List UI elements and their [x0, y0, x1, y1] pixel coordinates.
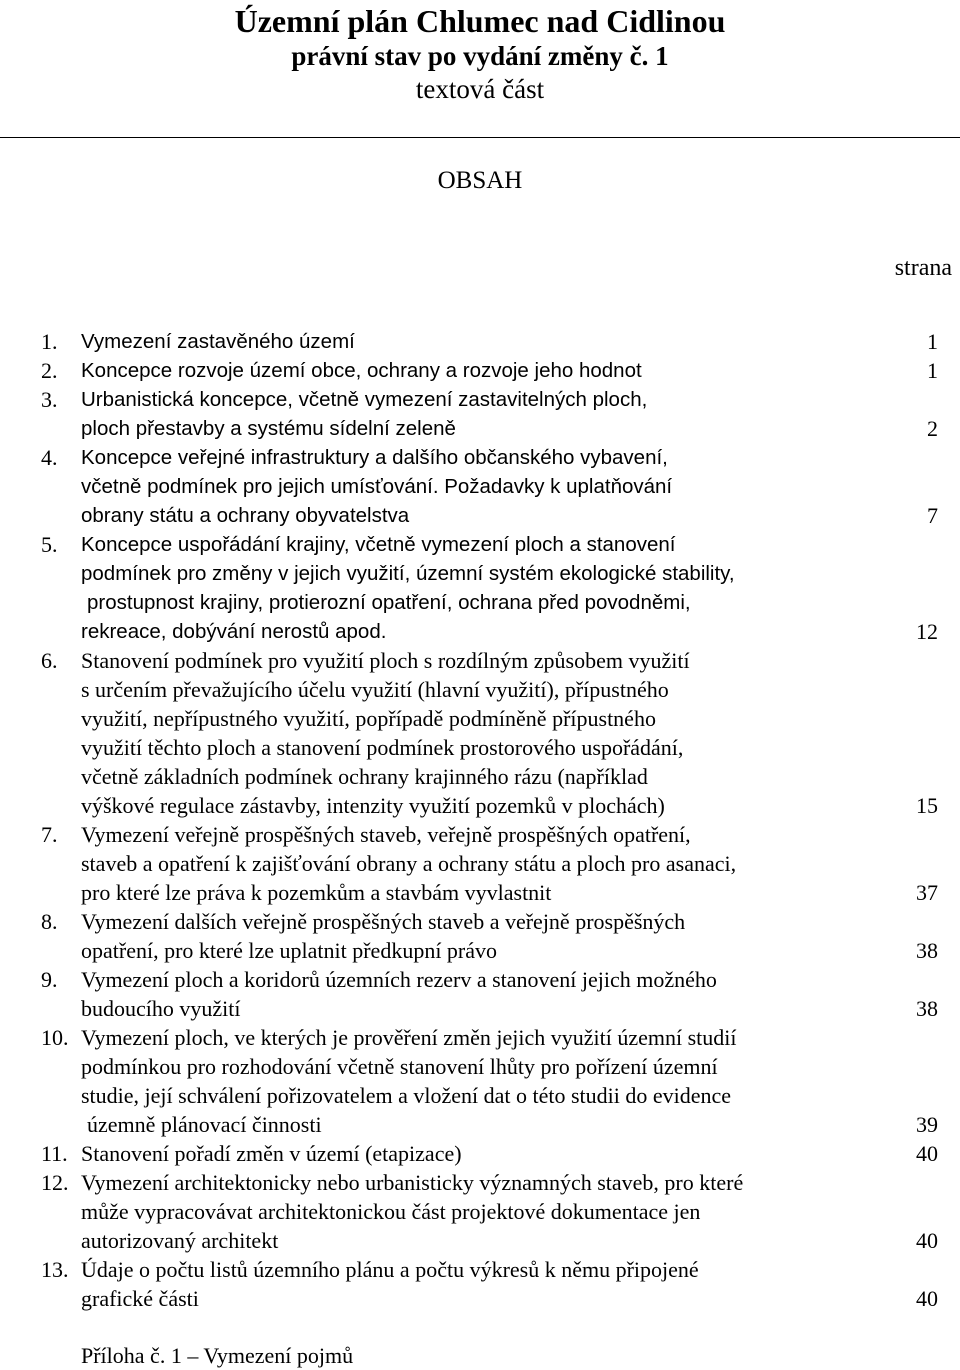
toc-entry-text [81, 907, 841, 965]
toc-entry-line: autorizovaný architekt [81, 1228, 279, 1253]
toc-entry-number: 12. [41, 1170, 69, 1195]
toc-entry-number: 2. [41, 358, 58, 383]
toc-entry-text [81, 1168, 841, 1255]
toc-entry-line: Údaje o počtu listů územního plánu a počtu výkresů k němu připojené [81, 1257, 699, 1282]
toc-entry-page-number: 15 [916, 793, 938, 818]
toc-entry-text [81, 965, 841, 1023]
toc-entry [0, 646, 960, 820]
table-of-contents [0, 327, 960, 1313]
toc-entry-number: 10. [41, 1025, 69, 1050]
toc-entry [0, 327, 960, 356]
toc-entry-number: 11. [41, 1141, 68, 1166]
toc-entry-line: Koncepce uspořádání krajiny, včetně vymezení ploch a stanovení [81, 533, 676, 556]
toc-entry-line: Vymezení ploch a koridorů územních rezerv a stanovení jejich možného [81, 967, 717, 992]
toc-entry-line: územně plánovací činnosti [87, 1112, 322, 1137]
toc-entry-text [81, 1023, 841, 1139]
toc-entry-text [81, 443, 841, 530]
contents-heading: OBSAH [437, 167, 523, 194]
toc-entry [0, 356, 960, 385]
toc-entry [0, 530, 960, 646]
toc-entry-line: včetně základních podmínek ochrany krajinného rázu (například [81, 764, 648, 789]
toc-entry-line: opatření, pro které lze uplatnit předkupní právo [81, 938, 498, 963]
toc-entry [0, 1139, 960, 1168]
toc-entry-text [81, 356, 841, 385]
toc-entry-line: Vymezení ploch, ve kterých je prověření změn jejich využití územní studií [81, 1025, 737, 1050]
toc-entry-text [81, 820, 841, 907]
toc-entry [0, 907, 960, 965]
toc-entry-line: Vymezení architektonicky nebo urbanisticky významných staveb, pro které [81, 1170, 744, 1195]
toc-entry-line: Stanovení pořadí změn v území (etapizace) [81, 1141, 462, 1166]
page-column-label: strana [894, 255, 952, 281]
toc-entry-number: 7. [41, 822, 58, 847]
toc-entry-number: 5. [41, 532, 58, 557]
horizontal-divider [0, 137, 960, 138]
toc-entry-line: včetně podmínek pro jejich umísťování. Požadavky k uplatňování [81, 475, 673, 498]
toc-entry [0, 1023, 960, 1139]
toc-entry-page-number: 1 [927, 329, 938, 354]
toc-entry-line: Koncepce veřejné infrastruktury a dalšího občanského vybavení, [81, 446, 668, 469]
toc-entry-line: Vymezení zastavěného území [81, 330, 355, 353]
document-part: textová část [415, 74, 545, 104]
toc-entry-line: ploch přestavby a systému sídelní zeleně [81, 417, 456, 440]
toc-entry-line: studie, její schválení pořizovatelem a vložení dat o této studii do evidence [81, 1083, 732, 1108]
toc-entry-text [81, 327, 841, 356]
toc-entry [0, 385, 960, 443]
toc-entry-line: prostupnost krajiny, protierozní opatření, ochrana před povodněmi, [87, 591, 691, 614]
toc-entry-text [81, 1139, 841, 1168]
toc-entry-number: 9. [41, 967, 58, 992]
toc-entry-page-number: 40 [916, 1286, 938, 1311]
toc-entry-line: staveb a opatření k zajišťování obrany a ochrany státu a ploch pro asanaci, [81, 851, 737, 876]
toc-entry-page-number: 40 [916, 1141, 938, 1166]
toc-entry-line: Koncepce rozvoje území obce, ochrany a rozvoje jeho hodnot [81, 359, 642, 382]
toc-entry-page-number: 2 [927, 416, 938, 441]
toc-entry-page-number: 39 [916, 1112, 938, 1137]
toc-entry-page-number: 40 [916, 1228, 938, 1253]
toc-entry-line: Urbanistická koncepce, včetně vymezení zastavitelných ploch, [81, 388, 648, 411]
toc-entry-page-number: 38 [916, 996, 938, 1021]
toc-entry-line: využití těchto ploch a stanovení podmínek prostorového uspořádání, [81, 735, 684, 760]
toc-entry-line: využití, nepřípustného využití, popřípadě podmíněně přípustného [81, 706, 656, 731]
document-title: Územní plán Chlumec nad Cidlinou [234, 3, 726, 39]
toc-entry-number: 4. [41, 445, 58, 470]
toc-entry-line: Vymezení veřejně prospěšných staveb, veřejně prospěšných opatření, [81, 822, 691, 847]
toc-entry-number: 6. [41, 648, 58, 673]
toc-entry-line: podmínek pro změny v jejich využití, územní systém ekologické stability, [81, 562, 735, 585]
toc-entry-number: 1. [41, 329, 58, 354]
toc-entry-number: 13. [41, 1257, 69, 1282]
toc-entry-line: může vypracovávat architektonickou část projektové dokumentace jen [81, 1199, 701, 1224]
toc-entry [0, 1255, 960, 1313]
toc-entry-line: obrany státu a ochrany obyvatelstva [81, 504, 410, 527]
toc-entry-line: Vymezení dalších veřejně prospěšných staveb a veřejně prospěšných [81, 909, 686, 934]
toc-entry-line: pro které lze práva k pozemkům a stavbám vyvlastnit [81, 880, 552, 905]
toc-entry-page-number: 7 [927, 503, 938, 528]
document-subtitle: právní stav po vydání změny č. 1 [291, 41, 669, 71]
toc-entry [0, 820, 960, 907]
toc-entry-number: 8. [41, 909, 58, 934]
toc-entry-line: s určením převažujícího účelu využití (hlavní využití), přípustného [81, 677, 669, 702]
toc-entry-line: grafické části [81, 1286, 199, 1311]
toc-entry-line: budoucího využití [81, 996, 241, 1021]
toc-entry-line: výškové regulace zástavby, intenzity využití pozemků v plochách) [81, 793, 665, 818]
appendix-reference: Příloha č. 1 – Vymezení pojmů [81, 1343, 354, 1368]
toc-entry-text [81, 646, 841, 820]
toc-entry-line: podmínkou pro rozhodování včetně stanovení lhůty pro pořízení územní [81, 1054, 718, 1079]
toc-entry-page-number: 38 [916, 938, 938, 963]
toc-entry-page-number: 1 [927, 358, 938, 383]
toc-entry-page-number: 37 [916, 880, 938, 905]
toc-entry [0, 965, 960, 1023]
toc-entry [0, 443, 960, 530]
toc-entry-text [81, 530, 841, 646]
toc-entry-page-number: 12 [916, 619, 938, 644]
toc-entry-text [81, 385, 841, 443]
toc-entry-line: Stanovení podmínek pro využití ploch s rozdílným způsobem využití [81, 648, 690, 673]
toc-entry [0, 1168, 960, 1255]
toc-entry-number: 3. [41, 387, 58, 412]
toc-entry-text [81, 1255, 841, 1313]
toc-entry-line: rekreace, dobývání nerostů apod. [81, 620, 387, 643]
